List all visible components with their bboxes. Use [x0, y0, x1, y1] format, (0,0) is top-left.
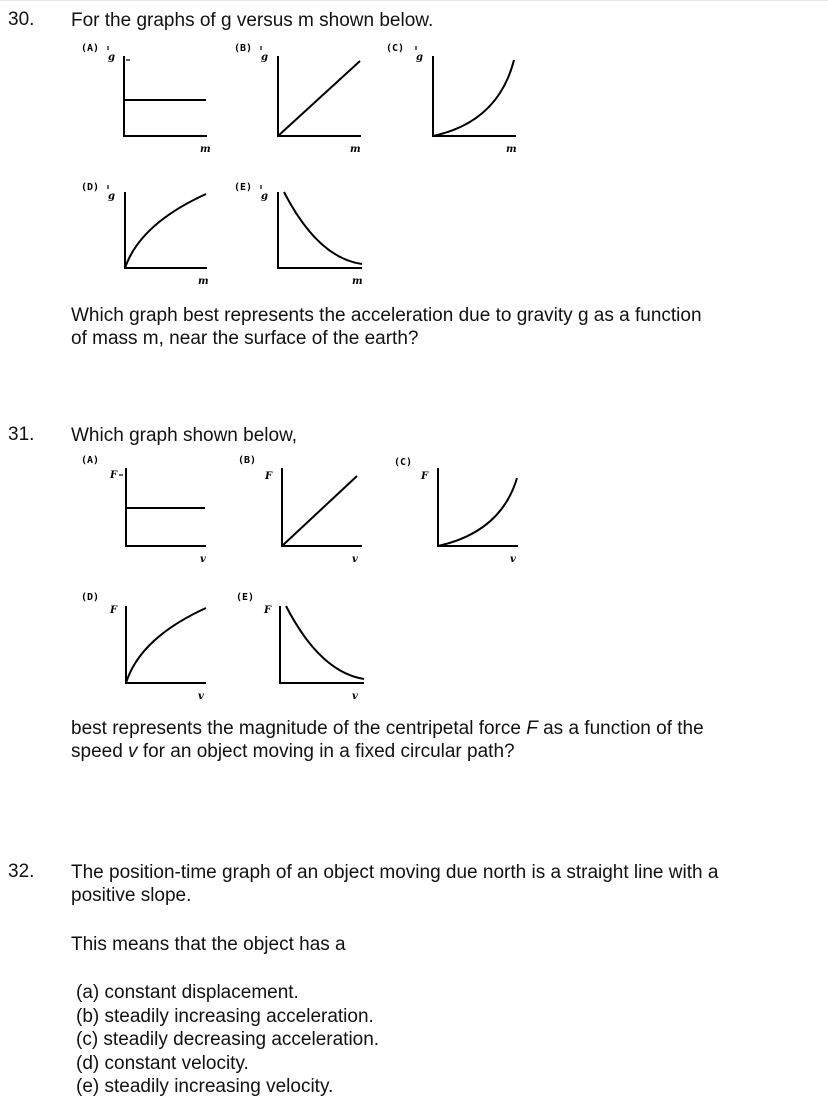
q30-graph-a-axes — [124, 56, 207, 136]
q31-graph-b — [232, 450, 382, 570]
q31-question-line2-post: for an object moving in a fixed circular path? — [137, 741, 515, 762]
q31-graph-c-y-var: F — [421, 471, 429, 482]
q31-intro: Which graph shown below, — [71, 425, 298, 446]
q31-graph-a-label: (A) — [81, 455, 100, 466]
q32-option-b[interactable]: (b) steadily increasing acceleration. — [76, 1005, 374, 1027]
q30-graph-e-curve — [284, 192, 362, 264]
q31-graph-e-label: (E) — [236, 592, 255, 603]
q31-graph-e — [232, 586, 382, 704]
q31-graph-d — [78, 586, 228, 704]
q32-text-line2: positive slope. — [71, 885, 192, 906]
q31-graph-c-label: (C) — [394, 457, 413, 468]
q31-graph-d-label: (D) — [81, 592, 100, 603]
q31-number: 31. — [8, 424, 35, 445]
q30-graph-c-curve — [433, 60, 514, 136]
q30-graph-b-label: (B) — [234, 43, 253, 54]
q30-graph-e-y-var: g — [261, 191, 268, 202]
q31-graph-d-curve — [126, 608, 206, 683]
q30-graph-a-x-var: m — [200, 144, 211, 155]
q31-question-line1-var: F — [526, 718, 538, 739]
q30-graph-b-curve — [278, 61, 360, 136]
q31-graph-b-y-var: F — [265, 471, 273, 482]
q30-graph-d-x-var: m — [198, 276, 209, 287]
q31-graph-e-x-var: v — [352, 691, 358, 702]
q30-graph-a-label: (A) — [81, 43, 100, 54]
q30-graph-b-x-var: m — [350, 144, 361, 155]
q32-option-a[interactable]: (a) constant displacement. — [76, 982, 299, 1003]
q30-graph-e-label: (E) — [234, 182, 253, 193]
q30-graph-c-y-var: g — [416, 52, 423, 63]
q32-option-e[interactable]: (e) steadily increasing velocity. — [76, 1076, 334, 1097]
q30-graph-d-curve — [125, 194, 206, 268]
q32-text — [71, 861, 718, 907]
q30-graph-d-y-var: g — [108, 191, 115, 202]
q32-number: 32. — [8, 861, 35, 882]
q31-graph-d-x-var: v — [198, 691, 204, 702]
q30-question-line2: of mass m, near the surface of the earth? — [71, 328, 419, 349]
q30-graph-e-x-var: m — [352, 276, 363, 287]
q31-graph-b-label: (B) — [238, 455, 257, 466]
q31-graph-d-axes — [126, 606, 206, 683]
q30-graph-b-y-var: g — [261, 52, 268, 63]
q31-graph-c-axes — [438, 468, 518, 546]
q30-graph-c-x-var: m — [506, 144, 517, 155]
q31-graph-a — [78, 450, 228, 570]
q30-graph-d-axes — [125, 192, 207, 268]
q31-question-line1-post: as a function of the — [537, 718, 704, 739]
q32-option-d[interactable]: (d) constant velocity. — [76, 1052, 249, 1074]
q32-text-line1: The position-time graph of an object moving due north is a straight line with a — [71, 862, 719, 883]
q30-number: 30. — [8, 9, 35, 30]
q30-graph-d — [78, 172, 228, 290]
q30-graph-c-axes — [433, 56, 516, 136]
q30-intro: For the graphs of g versus m shown below. — [71, 10, 434, 31]
q31-graph-b-curve — [282, 476, 357, 546]
q31-graph-a-y-var: F — [110, 470, 118, 481]
q31-graph-a-x-var: v — [200, 554, 206, 565]
q30-question — [71, 304, 702, 350]
q30-graph-a-y-var: g — [108, 52, 115, 63]
q31-graph-e-y-var: F — [264, 605, 272, 616]
q30-question-line1: Which graph best represents the acceleration due to gravity g as a function — [71, 305, 702, 326]
q30-graph-e — [232, 172, 382, 290]
top-divider — [0, 0, 828, 1]
q31-graph-b-x-var: v — [352, 554, 358, 565]
q31-question — [71, 717, 704, 763]
q31-question-line1-pre: best represents the magnitude of the centripetal force — [71, 718, 527, 739]
q32-options — [76, 981, 379, 1099]
q30-graph-b — [232, 38, 382, 156]
q31-graph-d-y-var: F — [110, 605, 118, 616]
q30-graph-d-label: (D) — [81, 182, 100, 193]
q31-question-line2-var: v — [128, 741, 138, 762]
q31-graph-c-x-var: v — [510, 554, 516, 565]
q32-option-c[interactable]: (c) steadily decreasing acceleration. — [76, 1029, 380, 1050]
q31-question-line2-pre: speed — [71, 741, 129, 762]
q30-graph-c — [386, 38, 536, 156]
q32-stem: This means that the object has a — [71, 934, 346, 955]
q30-graph-a — [78, 38, 228, 156]
q31-question-line1 — [71, 717, 704, 740]
q31-question-line2 — [71, 740, 704, 763]
q31-graph-c — [386, 450, 536, 570]
q31-graph-c-curve — [438, 478, 517, 546]
q30-graph-c-label: (C) — [386, 43, 405, 54]
q31-graph-e-curve — [286, 606, 364, 679]
